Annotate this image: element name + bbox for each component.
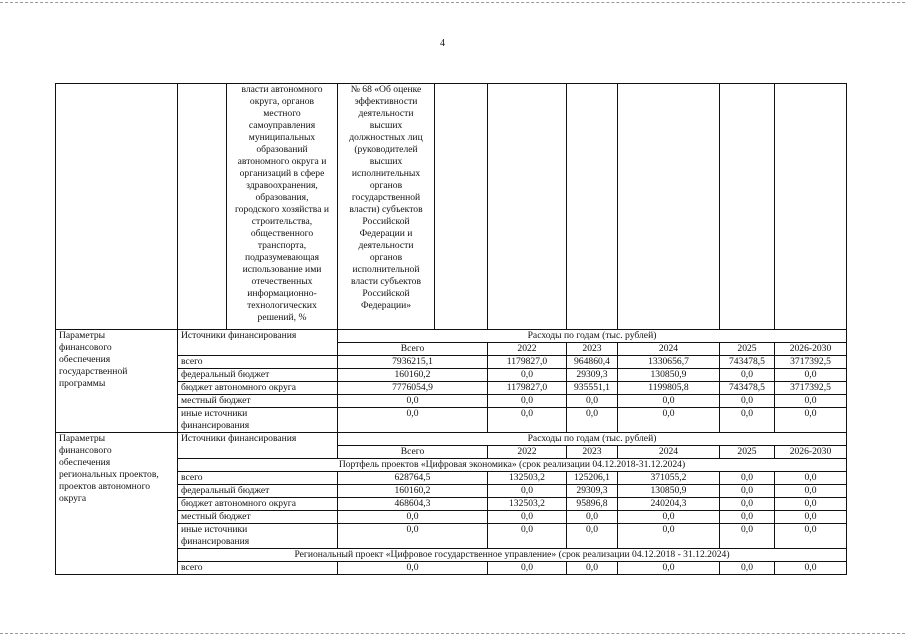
amount-cell: 0,0 bbox=[775, 472, 847, 485]
amount-cell: 0,0 bbox=[567, 511, 618, 524]
funding-source: федеральный бюджет bbox=[178, 369, 338, 382]
amount-cell: 0,0 bbox=[488, 485, 567, 498]
document-table bbox=[55, 83, 847, 575]
amount-cell: 0,0 bbox=[720, 472, 775, 485]
amount-cell: 371055,2 bbox=[618, 472, 720, 485]
amount-cell: 743478,5 bbox=[720, 382, 775, 395]
amount-cell: 125206,1 bbox=[567, 472, 618, 485]
amount-cell: 0,0 bbox=[775, 485, 847, 498]
amount-cell: 132503,2 bbox=[488, 472, 567, 485]
amount-cell: 0,0 bbox=[720, 562, 775, 575]
amount-cell: 3717392,5 bbox=[775, 356, 847, 369]
year-column-header: 2024 bbox=[618, 446, 720, 459]
section1-header-row bbox=[56, 330, 847, 343]
page-bottom-edge bbox=[0, 633, 905, 634]
amount-cell: 0,0 bbox=[488, 511, 567, 524]
amount-cell: 0,0 bbox=[775, 524, 847, 549]
amount-cell: 0,0 bbox=[488, 408, 567, 433]
amount-cell: 0,0 bbox=[720, 369, 775, 382]
amount-cell: 0,0 bbox=[618, 408, 720, 433]
amount-cell: 0,0 bbox=[488, 369, 567, 382]
amount-cell: 130850,9 bbox=[618, 485, 720, 498]
amount-cell: 160160,2 bbox=[338, 369, 488, 382]
amount-cell: 0,0 bbox=[720, 485, 775, 498]
amount-cell: 0,0 bbox=[338, 562, 488, 575]
year-column-header: 2022 bbox=[488, 446, 567, 459]
amount-cell: 0,0 bbox=[338, 408, 488, 433]
amount-cell: 240204,3 bbox=[618, 498, 720, 511]
amount-cell: 0,0 bbox=[338, 524, 488, 549]
funding-source: местный бюджет bbox=[178, 395, 338, 408]
amount-cell: 0,0 bbox=[618, 511, 720, 524]
amount-cell: 0,0 bbox=[567, 562, 618, 575]
funding-source: иные источники финансирования bbox=[178, 408, 338, 433]
amount-cell: 7776054,9 bbox=[338, 382, 488, 395]
amount-cell: 0,0 bbox=[618, 562, 720, 575]
amount-cell: 0,0 bbox=[567, 395, 618, 408]
year-column-header: 2026-2030 bbox=[775, 446, 847, 459]
year-column-header: 2023 bbox=[567, 446, 618, 459]
amount-cell: 0,0 bbox=[488, 524, 567, 549]
portfolio-title: Портфель проектов «Цифровая экономика» (срок реализации 04.12.2018-31.12.2024) bbox=[178, 459, 847, 472]
year-column-header: 2023 bbox=[567, 343, 618, 356]
funding-source: местный бюджет bbox=[178, 511, 338, 524]
page-top-edge bbox=[0, 2, 905, 3]
amount-cell: 0,0 bbox=[720, 395, 775, 408]
page-number: 4 bbox=[440, 38, 445, 49]
funding-source: всего bbox=[178, 472, 338, 485]
amount-cell: 29309,3 bbox=[567, 485, 618, 498]
amount-cell: 0,0 bbox=[567, 408, 618, 433]
amount-cell: 0,0 bbox=[775, 498, 847, 511]
sources-header: Источники финансирования bbox=[178, 330, 338, 356]
amount-cell: 1179827,0 bbox=[488, 382, 567, 395]
amount-cell: 1179827,0 bbox=[488, 356, 567, 369]
amount-cell: 0,0 bbox=[720, 408, 775, 433]
year-column-header: Всего bbox=[338, 343, 488, 356]
amount-cell: 0,0 bbox=[775, 369, 847, 382]
amount-cell: 130850,9 bbox=[618, 369, 720, 382]
amount-cell: 0,0 bbox=[720, 511, 775, 524]
amount-cell: 132503,2 bbox=[488, 498, 567, 511]
amount-cell: 0,0 bbox=[775, 408, 847, 433]
amount-cell: 0,0 bbox=[775, 511, 847, 524]
amount-cell: 743478,5 bbox=[720, 356, 775, 369]
sources-header: Источники финансирования bbox=[178, 433, 338, 459]
year-column-header: 2025 bbox=[720, 343, 775, 356]
regional-project-title: Региональный проект «Цифровое государственное управление» (срок реализации 04.12.2018 - 31.12.2024) bbox=[178, 549, 847, 562]
amount-cell: 0,0 bbox=[567, 524, 618, 549]
section2-label: Параметры финансового обеспечения региональных проектов, проектов автономного округа bbox=[56, 433, 178, 575]
funding-source: иные источники финансирования bbox=[178, 524, 338, 549]
funding-source: федеральный бюджет bbox=[178, 485, 338, 498]
year-column-header: Всего bbox=[338, 446, 488, 459]
amount-cell: 468604,3 bbox=[338, 498, 488, 511]
amount-cell: 0,0 bbox=[720, 524, 775, 549]
year-column-header: 2024 bbox=[618, 343, 720, 356]
regulation-reference: № 68 «Об оценке эффективности деятельности высших должностных лиц (руководителей высших исполнительных органов государственной власти) субъектов Российской Федерации и деятельности органов исполнительной власти субъектов Российской Федерации» bbox=[338, 84, 435, 330]
funding-source: всего bbox=[178, 562, 338, 575]
amount-cell: 964860,4 bbox=[567, 356, 618, 369]
amount-cell: 0,0 bbox=[775, 562, 847, 575]
amount-cell: 7936215,1 bbox=[338, 356, 488, 369]
top-block-row bbox=[56, 84, 847, 330]
amount-cell: 0,0 bbox=[338, 511, 488, 524]
amount-cell: 0,0 bbox=[720, 498, 775, 511]
funding-source: бюджет автономного округа bbox=[178, 498, 338, 511]
funding-source: бюджет автономного округа bbox=[178, 382, 338, 395]
amount-cell: 0,0 bbox=[775, 395, 847, 408]
section2-header-row bbox=[56, 433, 847, 446]
indicator-description: власти автономного округа, органов местного самоуправления муниципальных образований автономного округа и организаций в сфере здравоохранения, образования, городского хозяйства и строительства, общественного транспорта, подразумевающая использование ими отечественных информационно- технологических решений, % bbox=[227, 84, 338, 330]
amount-cell: 0,0 bbox=[618, 395, 720, 408]
amount-cell: 935551,1 bbox=[567, 382, 618, 395]
amount-cell: 95896,8 bbox=[567, 498, 618, 511]
expenses-header: Расходы по годам (тыс. рублей) bbox=[338, 330, 847, 343]
amount-cell: 3717392,5 bbox=[775, 382, 847, 395]
amount-cell: 0,0 bbox=[488, 562, 567, 575]
amount-cell: 0,0 bbox=[338, 395, 488, 408]
expenses-header: Расходы по годам (тыс. рублей) bbox=[338, 433, 847, 446]
section1-label: Параметры финансового обеспечения государственной программы bbox=[56, 330, 178, 433]
amount-cell: 628764,5 bbox=[338, 472, 488, 485]
year-column-header: 2025 bbox=[720, 446, 775, 459]
funding-source: всего bbox=[178, 356, 338, 369]
amount-cell: 0,0 bbox=[488, 395, 567, 408]
amount-cell: 1199805,8 bbox=[618, 382, 720, 395]
year-column-header: 2026-2030 bbox=[775, 343, 847, 356]
amount-cell: 1330656,7 bbox=[618, 356, 720, 369]
year-column-header: 2022 bbox=[488, 343, 567, 356]
amount-cell: 29309,3 bbox=[567, 369, 618, 382]
amount-cell: 160160,2 bbox=[338, 485, 488, 498]
amount-cell: 0,0 bbox=[618, 524, 720, 549]
